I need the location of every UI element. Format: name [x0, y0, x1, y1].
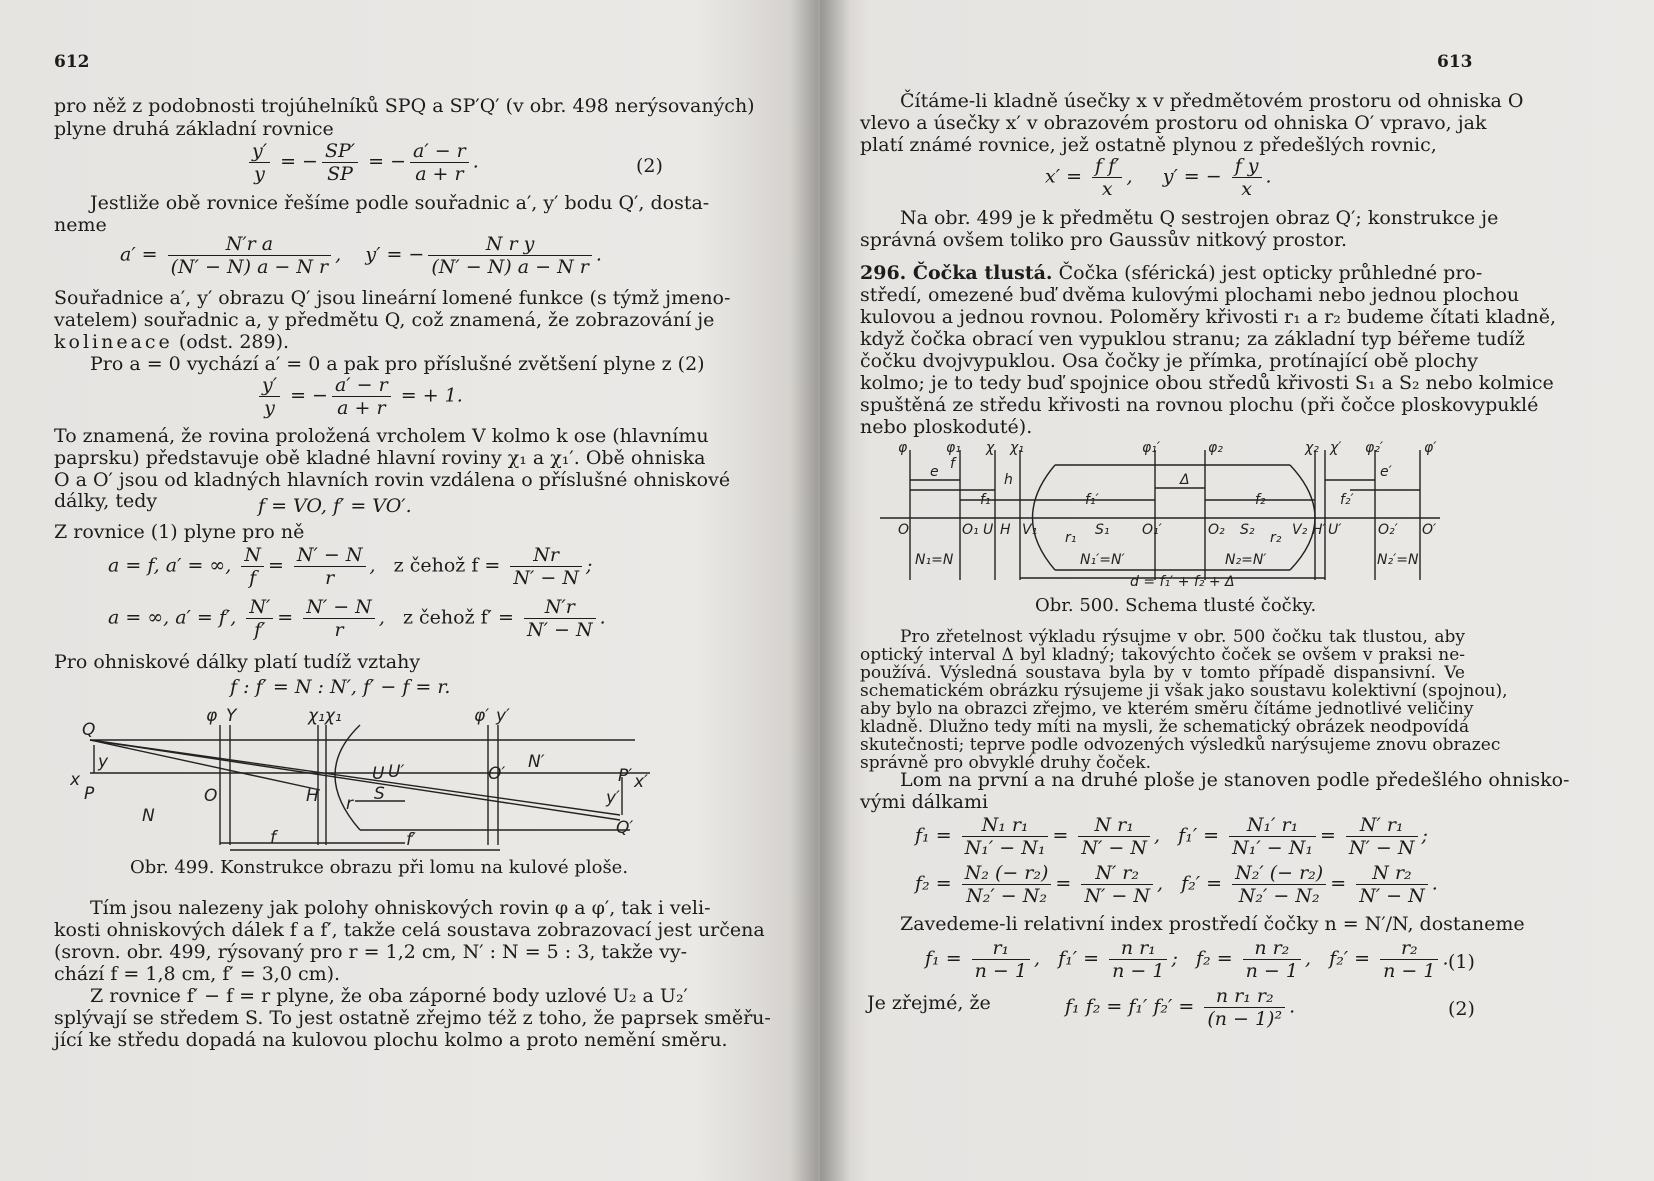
fig-label: f₁	[980, 492, 991, 508]
text-line: kosti ohniskových dálek f a f′, takže celá soustava zobrazovací jest určena	[54, 919, 765, 941]
frac-num: a′ − r	[410, 140, 469, 163]
fig-label: S	[374, 784, 385, 804]
frac-den: f′	[254, 619, 266, 641]
frac-den: N′ − N	[1348, 837, 1415, 859]
text-fragment: Čočka (sférická) jest opticky průhledné pro-	[1058, 262, 1483, 284]
equation-term: a = ∞, a′ = f′,	[108, 606, 237, 629]
frac-num: N′ − N	[294, 544, 366, 567]
frac-den: a + r	[415, 163, 464, 185]
fig-label: r	[346, 794, 353, 814]
fig-label: P	[84, 784, 95, 804]
frac-num: N₁′ r₁	[1229, 814, 1316, 837]
small-text-line: Pro zřetelnost výkladu rýsujme v obr. 500 čočku tak tlustou, aby	[900, 627, 1465, 647]
fig-label: V₂	[1292, 522, 1308, 538]
text-line: Jestliže obě rovnice řešíme podle souřadnic a′, y′ bodu Q′, dosta-	[90, 192, 710, 214]
fig-label: Q′	[616, 818, 634, 838]
frac-num: y′	[259, 374, 280, 397]
fig-label: U′	[388, 762, 405, 782]
text-line: splývají se středem S. To jest ostatně zřejmo též z toho, že paprsek směřu-	[54, 1007, 771, 1029]
frac-num: N′r	[524, 596, 596, 619]
book-gutter	[790, 0, 850, 1181]
text-line: kolmo; je to tedy buď spojnice obou středů křivosti S₁ a S₂ nebo kolmice	[860, 372, 1554, 394]
fig-label: Q	[82, 720, 96, 740]
frac-num: n r₁	[1109, 937, 1167, 960]
spaced-term: kolineace	[54, 331, 173, 353]
frac-num: Nr	[510, 544, 582, 567]
equation-number: (2)	[636, 155, 663, 177]
fig-label: H	[306, 786, 319, 806]
equation-number: (1)	[1448, 951, 1475, 973]
fig-label: f₂	[1255, 492, 1266, 508]
fig-label: φ₂′	[1365, 440, 1384, 456]
equation-row-2: a = ∞, a′ = f′, $\frac{N'}{f'}$ = $\frac{N' - N}{r}$ , z čehož f′ = $\frac{N'r}{N' - N}$ .	[108, 596, 606, 641]
equation-term: x′ =	[1045, 165, 1082, 188]
fig-label: φ′	[1424, 440, 1437, 456]
fig-label: S₂	[1240, 522, 1255, 538]
frac-den: n − 1	[974, 960, 1027, 982]
text-line: spuštěná ze středu křivosti na rovnou plochu (při čočce ploskovypuklé	[860, 394, 1539, 416]
figure-499	[70, 705, 670, 855]
frac-num: N₂ (− r₂)	[962, 862, 1052, 885]
text-line: vlevo a úsečky x′ v obrazovém prostoru od ohniska O′ vpravo, jak	[860, 112, 1487, 134]
text-line: jící ke středu dopadá na kulovou plochu kolmo a proto nemění směru.	[54, 1029, 728, 1051]
equation-term: z čehož f′ =	[402, 606, 514, 629]
frac-den: x	[1101, 178, 1113, 200]
text-line: Pro a = 0 vychází a′ = 0 a pak pro příslušné zvětšení plyne z (2)	[90, 353, 705, 375]
frac-den: N′ − N	[1359, 885, 1425, 907]
equation-term: f₁ f₂ = f₁′ f₂′ =	[1065, 995, 1195, 1018]
frac-den: N₁′ − N₁	[1232, 837, 1313, 859]
equation-2: $\frac{y'}{y}$ = − $\frac{SP'}{SP}$ = − $\frac{a' - r}{a + r}$ .	[245, 140, 479, 185]
equation-relative-index: f₁ = $\frac{\text{r₁}}{n - 1}$ , f₁′ = $\frac{\text{n r₁}}{n - 1}$ ; f₂ = $\frac{\text{n r₂}}{n - 1}$ , f₂′ = $\frac{\text{r₂}}{n - 1}$ .	[925, 937, 1449, 982]
fig-label: e	[930, 464, 939, 480]
text-line: středí, omezené buď dvěma kulovými plochami nebo jednou plochou	[860, 284, 1520, 306]
frac-num: f f′	[1092, 155, 1122, 178]
text-line: plyne druhá základní rovnice	[54, 118, 334, 140]
text-line: Je zřejmé, že	[867, 992, 991, 1014]
right-page	[820, 0, 1654, 1181]
text-line: (srovn. obr. 499, rýsovaný pro r = 1,2 cm, N′ : N = 5 : 3, takže vy-	[54, 941, 688, 963]
small-text-line: správně pro obvyklé druhy čoček.	[860, 753, 1152, 773]
equation-term: f₁′ =	[1058, 947, 1100, 970]
fig-label: O	[204, 786, 218, 806]
equation-term: a = f, a′ = ∞,	[108, 554, 232, 577]
text-line: To znamená, že rovina proložená vrcholem V kolmo k ose (hlavnímu	[54, 425, 709, 447]
equation-term: f₂ =	[1196, 947, 1233, 970]
fig-label: H	[1000, 522, 1011, 538]
fig-label: U	[372, 764, 385, 784]
figure-caption: Obr. 499. Konstrukce obrazu při lomu na kulové ploše.	[130, 857, 629, 878]
equation-product: f₁ f₂ = f₁′ f₂′ = $\frac{\text{n r₁ r₂}}{\text{(n − 1)²}}$ .	[1065, 985, 1296, 1030]
equation-solution: a′ = $\frac{\text{N′r a}}{\text{(N′ − N) a − N r}}$ , y′ = − $\frac{\text{N r y}}{\text{(N′ − N) a − N r}}$ .	[120, 233, 602, 278]
text-line: paprsku) představuje obě kladné hlavní roviny χ₁ a χ₁′. Obě ohniska	[54, 447, 706, 469]
frac-num: N′ r₁	[1346, 814, 1418, 837]
frac-den: a + r	[337, 397, 386, 419]
frac-num: N r y	[428, 233, 592, 256]
fig-label: e′	[1380, 464, 1392, 480]
text-line: O a O′ jsou od kladných hlavních rovin vzdálena o příslušné ohniskové	[54, 469, 731, 491]
frac-den: r	[325, 567, 335, 589]
frac-num: N r₂	[1356, 862, 1428, 885]
frac-den: (N′ − N) a − N r	[170, 256, 329, 278]
fig-label: χ	[986, 440, 995, 456]
text-line: chází f = 1,8 cm, f′ = 3,0 cm).	[54, 963, 341, 985]
frac-den: N′ − N	[1084, 885, 1150, 907]
fig-label: O′	[1422, 522, 1437, 538]
fig-label: φ	[206, 706, 218, 726]
equation-term: f₁ =	[925, 947, 962, 970]
fig-label: N′	[528, 752, 545, 772]
frac-den: n − 1	[1383, 960, 1436, 982]
frac-den: n − 1	[1112, 960, 1165, 982]
fig-label: y′	[496, 706, 510, 726]
small-text-line: optický interval Δ byl kladný; takovýchto čoček se ovšem v praksi ne-	[860, 645, 1465, 665]
figure-caption: Obr. 500. Schema tlusté čočky.	[1035, 595, 1317, 616]
fig-label: U	[983, 522, 994, 538]
text-line: kulovou a jednou rovnou. Poloměry křivosti r₁ a r₂ budeme čítati kladně,	[860, 306, 1556, 328]
frac-num: N₂′ (− r₂)	[1232, 862, 1326, 885]
fig-label: H′	[1312, 522, 1326, 538]
text-fragment: (odst. 289).	[178, 331, 290, 353]
frac-den: N₁′ − N₁	[964, 837, 1046, 859]
text-line: Souřadnice a′, y′ obrazu Q′ jsou lineární lomené funkce (s týmž jmeno-	[54, 287, 731, 309]
fig-label: f₁′	[1085, 492, 1099, 508]
fig-label: x′	[634, 772, 648, 792]
equation-f2: f₂ = $\frac{\text{N₂ (− r₂)}}{\text{N₂′ − N₂}}$ = $\frac{\text{N′ r₂}}{N' - N}$ , f₂′ = $\frac{\text{N₂′ (− r₂)}}{\text{N₂′ − N₂}}$ = $\frac{\text{N r₂}}{N' - N}$ .	[915, 862, 1438, 907]
fig-label: O₂	[1208, 522, 1225, 538]
fig-label: χ₂	[1305, 440, 1319, 456]
text-line: správná ovšem toliko pro Gaussův nitkový prostor.	[860, 229, 1348, 251]
text-line: Lom na první a na druhé ploše je stanoven podle předešlého ohnisko-	[900, 769, 1570, 791]
small-text-line: skutečnosti; teprve podle odvozených výsledků narýsujeme znovu obrazec	[860, 735, 1501, 755]
fig-label: χ′	[1330, 440, 1342, 456]
frac-den: f	[249, 567, 257, 589]
frac-num: r₁	[972, 937, 1030, 960]
frac-den: (N′ − N) a − N r	[431, 256, 589, 278]
equation-relations: f : f′ = N : N′, f′ − f = r.	[230, 676, 451, 698]
frac-num: r₂	[1380, 937, 1438, 960]
text-line: čočku dvojvypuklou. Osa čočky je přímka, protínající obě plochy	[860, 350, 1478, 372]
fig-label: f	[270, 828, 276, 848]
figure-500	[880, 440, 1440, 590]
frac-den: N₂′ − N₂	[1238, 885, 1320, 907]
equation-term: f₁ =	[915, 824, 952, 847]
equation-magnification: $\frac{y'}{y}$ = − $\frac{a' - r}{a + r}$ = + 1.	[255, 374, 463, 419]
text-line: Z rovnice f′ − f = r plyne, že oba záporné body uzlové U₂ a U₂′	[90, 985, 688, 1007]
text-line: Na obr. 499 je k předmětu Q sestrojen obraz Q′; konstrukce je	[900, 207, 1499, 229]
fig-label: d = f₁′ + f₂ + Δ	[1130, 574, 1235, 590]
text-line: neme	[54, 214, 107, 236]
fig-label: χ₁χ₁	[308, 706, 342, 726]
fig-label: Δ	[1180, 472, 1190, 488]
fig-label: f	[950, 456, 955, 472]
equation-f1: f₁ = $\frac{\text{N₁ r₁}}{\text{N₁′ − N₁}}$ = $\frac{\text{N r₁}}{N' - N}$ , f₁′ = $\frac{\text{N₁′ r₁}}{\text{N₁′ − N₁}}$ = $\frac{\text{N′ r₁}}{N' - N}$ ;	[915, 814, 1428, 859]
left-page	[0, 0, 818, 1181]
text-line: platí známé rovnice, jež ostatně plynou z předešlých rovnic,	[860, 134, 1437, 156]
equation-focal: f = VO, f′ = VO′.	[258, 495, 412, 517]
frac-num: a′ − r	[332, 374, 391, 397]
fig-label: O	[898, 522, 910, 538]
fig-label: χ₁	[1010, 440, 1024, 456]
frac-den: SP	[327, 163, 353, 185]
fig-label: r₁	[1065, 530, 1077, 546]
frac-den: N′ − N	[527, 619, 593, 641]
fig-label: N₂′=N	[1377, 552, 1419, 568]
text-line: vatelem) souřadnic a, y předmětu Q, což znamená, že zobrazování je	[54, 309, 715, 331]
fig-label: P′	[618, 766, 633, 786]
fig-label: O₁	[962, 522, 979, 538]
text-line: Tím jsou nalezeny jak polohy ohniskových rovin φ a φ′, tak i veli-	[90, 897, 711, 919]
fig-label: φ₂	[1208, 440, 1223, 456]
frac-num: n r₂	[1243, 937, 1301, 960]
small-text-line: používá. Výsledná soustava byla by v tomto případě dispansivní. Ve	[860, 663, 1465, 683]
frac-den: x	[1241, 178, 1252, 200]
frac-num: N r₁	[1078, 814, 1150, 837]
fig-label: φ₁	[946, 440, 961, 456]
fig-label: O₂′	[1378, 522, 1398, 538]
frac-den: n − 1	[1245, 960, 1298, 982]
text-line: Zavedeme-li relativní index prostředí čočky n = N′/N, dostaneme	[900, 913, 1525, 935]
fig-label: N₁=N	[915, 552, 954, 568]
frac-num: n r₁ r₂	[1204, 985, 1285, 1008]
fig-label: h	[1004, 472, 1013, 488]
frac-num: N₁ r₁	[962, 814, 1049, 837]
fig-label: y	[98, 752, 109, 772]
frac-den: N′ − N	[513, 567, 579, 589]
fig-label: N₁′=N′	[1080, 552, 1125, 568]
text-line	[54, 331, 289, 353]
fig-label: S₁	[1095, 522, 1110, 538]
equation-term: y′ = −	[1162, 165, 1222, 188]
frac-den: N′ − N	[1081, 837, 1147, 859]
equation-term: f₂′ =	[1181, 872, 1223, 895]
equation-row-1: a = f, a′ = ∞, $\frac{N}{f}$ = $\frac{N' - N}{r}$ , z čehož f = $\frac{Nr}{N' - N}$ ;	[108, 544, 593, 589]
fig-label: O₁′	[1142, 522, 1162, 538]
fig-label: Y	[226, 706, 237, 726]
text-line: vými dálkami	[860, 791, 989, 813]
fig-label: V₁	[1022, 522, 1038, 538]
frac-num: N′ − N	[303, 596, 375, 619]
equation-term: f₂ =	[915, 872, 952, 895]
fig-label: N	[142, 806, 155, 826]
fig-label: f′	[406, 830, 416, 850]
page-number-right: 613	[1437, 52, 1473, 72]
fig-label: f₂′	[1340, 492, 1354, 508]
frac-num: SP′	[322, 140, 358, 163]
fig-label: y′	[606, 788, 620, 808]
fig-label: O′	[488, 764, 506, 784]
frac-num: N′r a	[168, 233, 332, 256]
fig-label: φ′	[474, 706, 490, 726]
equation-number: (2)	[1448, 998, 1475, 1020]
text-line: Čítáme-li kladně úsečky x v předmětovém prostoru od ohniska O	[900, 90, 1524, 112]
frac-num: N′	[246, 596, 273, 619]
text-line: Z rovnice (1) plyne pro ně	[54, 521, 305, 543]
frac-den: r	[334, 619, 344, 641]
frac-den: y	[264, 397, 275, 419]
equation-newton: x′ = $\frac{\text{f f′}}{x}$ , y′ = − $\frac{\text{f y}}{x}$ .	[1045, 155, 1272, 200]
equation-term: f₂′ =	[1329, 947, 1371, 970]
frac-num: f y	[1232, 155, 1262, 178]
frac-den: y	[254, 163, 265, 185]
text-line: Pro ohniskové dálky platí tudíž vztahy	[54, 651, 421, 673]
frac-num: N′ r₂	[1081, 862, 1153, 885]
text-line: nebo ploskoduté).	[860, 416, 1033, 438]
fig-label: r₂	[1270, 530, 1282, 546]
frac-den: (n − 1)²	[1207, 1008, 1283, 1030]
fig-label: φ	[898, 440, 908, 456]
fig-label: N₂=N′	[1225, 552, 1267, 568]
text-line: dálky, tedy	[54, 490, 158, 512]
frac-num: N	[241, 544, 264, 567]
equation-term: f₁′ =	[1178, 824, 1220, 847]
frac-num: y′	[249, 140, 270, 163]
equation-term: z čehož f =	[393, 554, 501, 577]
text-line: když čočka obrací ven vypuklou stranu; za základní typ béřeme tudíž	[860, 328, 1525, 350]
equation-result: = + 1.	[400, 384, 463, 407]
fig-label: x	[70, 770, 81, 790]
fig-label: φ₁′	[1142, 440, 1161, 456]
text-line: pro něž z podobnosti trojúhelníků SPQ a SP′Q′ (v obr. 498 nerýsovaných)	[54, 95, 755, 117]
section-heading: 296. Čočka tlustá.	[860, 262, 1053, 284]
fig-label: U′	[1328, 522, 1342, 538]
small-text-line: kladně. Dlužno tedy míti na mysli, že schematický obrázek neodpovídá	[860, 717, 1470, 737]
frac-den: N₂′ − N₂	[966, 885, 1047, 907]
page-number-left: 612	[54, 52, 90, 72]
small-text-line: aby bylo na obrazci zřejmo, ve kterém směru čítáme jednotlivé veličiny	[860, 699, 1474, 719]
text-line	[860, 262, 1483, 284]
small-text-line: schematickém obrázku rýsujeme ji však jako soustavu kolektivní (spojnou),	[860, 681, 1508, 701]
